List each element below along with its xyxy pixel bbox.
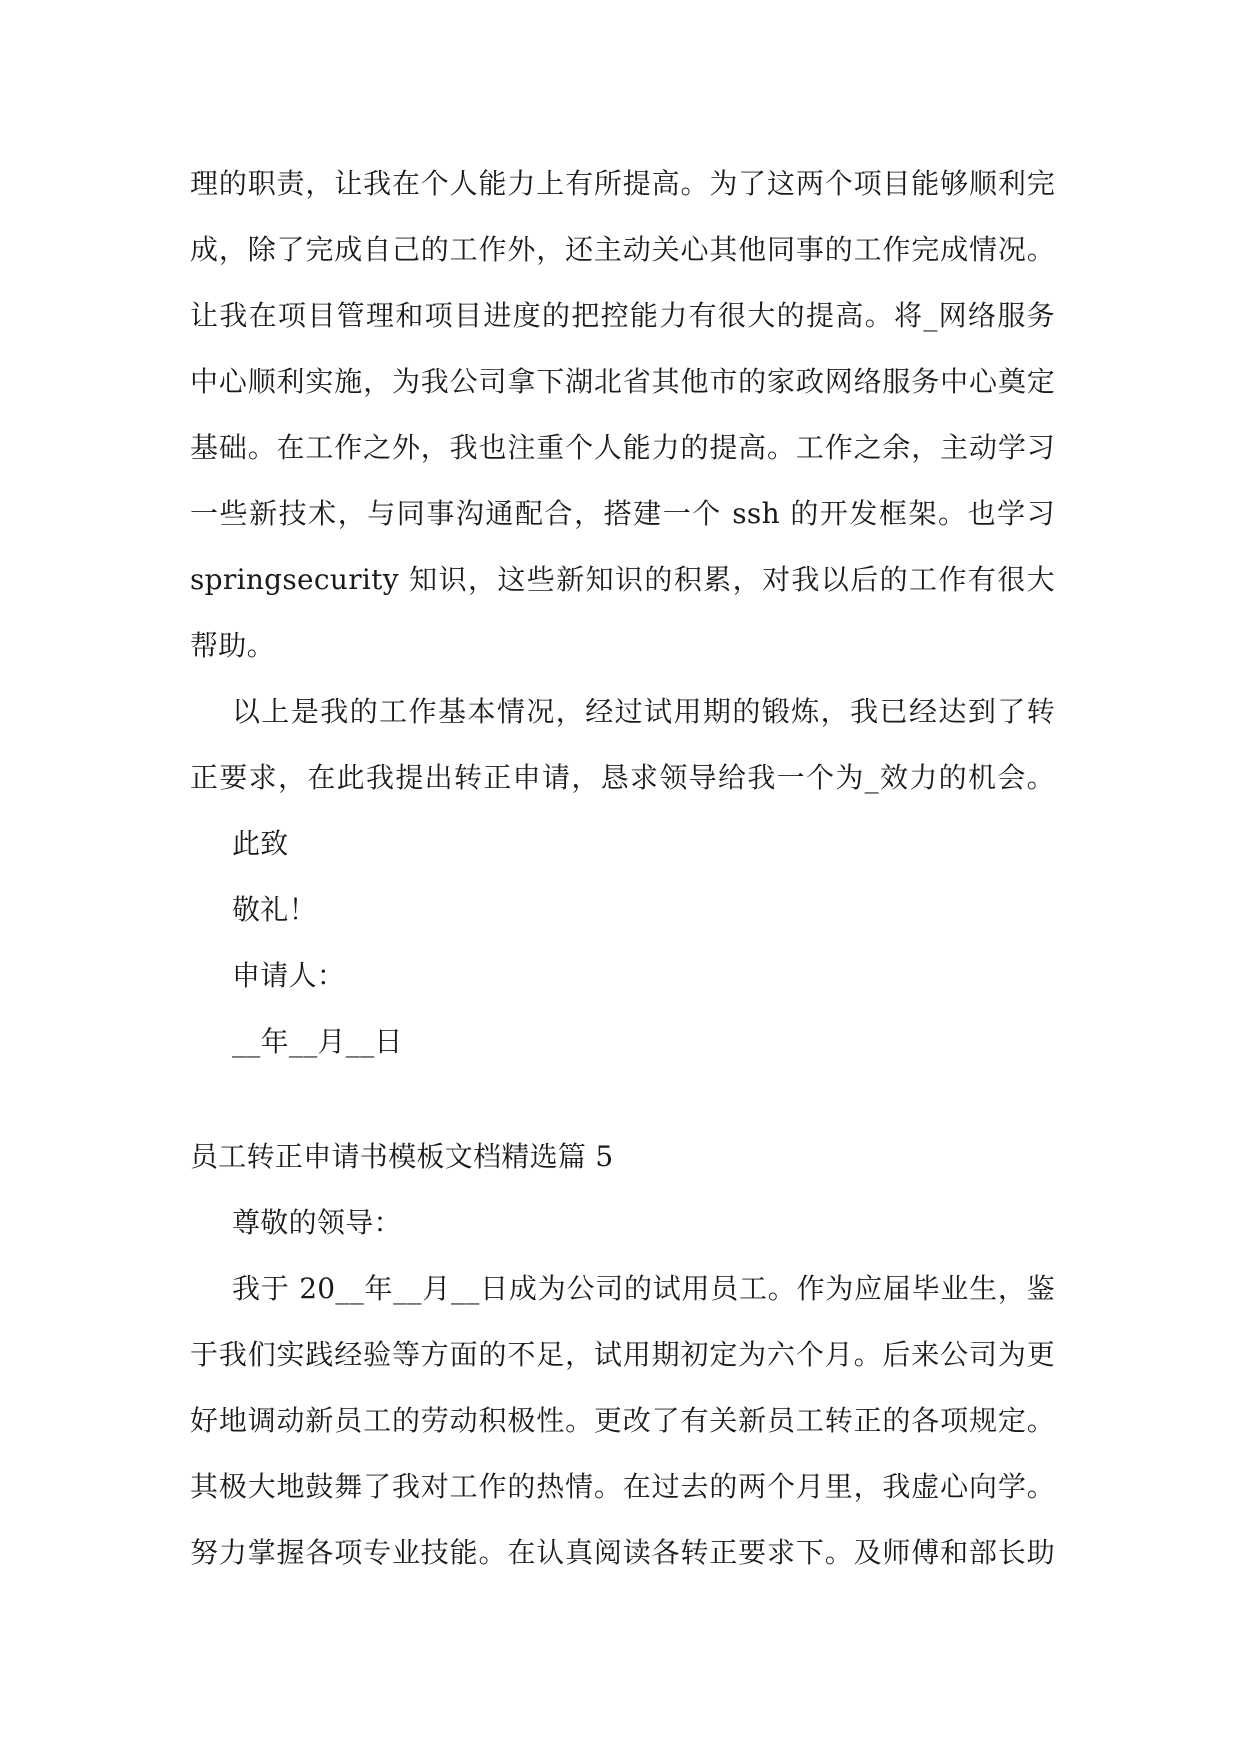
body-line: 努力掌握各项专业技能。在认真阅读各转正要求下。及师傅和部长助: [190, 1536, 1055, 1569]
body-line: 帮助。: [190, 629, 275, 662]
body-line: 以上是我的工作基本情况，经过试用期的锻炼，我已经达到了转: [232, 695, 1055, 728]
section-title: 员工转正申请书模板文档精选篇 5: [190, 1140, 614, 1173]
body-line: 其极大地鼓舞了我对工作的热情。在过去的两个月里，我虚心向学。: [190, 1470, 1055, 1503]
body-line: 让我在项目管理和项目进度的把控能力有很大的提高。将_网络服务: [190, 299, 1055, 332]
date-line: __年__月__日: [232, 1025, 403, 1058]
body-line: 一些新技术，与同事沟通配合，搭建一个 ssh 的开发框架。也学习: [190, 497, 1055, 530]
body-line: 正要求，在此我提出转正申请，恳求领导给我一个为_效力的机会。: [190, 761, 1055, 794]
closing-zhi: 此致: [232, 827, 289, 860]
closing-jingli: 敬礼！: [232, 893, 317, 926]
body-line: 于我们实践经验等方面的不足，试用期初定为六个月。后来公司为更: [190, 1338, 1055, 1371]
body-line: 理的职责，让我在个人能力上有所提高。为了这两个项目能够顺利完: [190, 167, 1055, 200]
body-line: 基础。在工作之外，我也注重个人能力的提高。工作之余，主动学习: [190, 431, 1055, 464]
salutation: 尊敬的领导：: [232, 1206, 402, 1239]
body-line: 中心顺利实施，为我公司拿下湖北省其他市的家政网络服务中心奠定: [190, 365, 1055, 398]
body-line: 我于 20__年__月__日成为公司的试用员工。作为应届毕业生，鉴: [232, 1272, 1055, 1305]
body-line: 成，除了完成自己的工作外，还主动关心其他同事的工作完成情况。: [190, 233, 1055, 266]
body-line: springsecurity 知识，这些新知识的积累，对我以后的工作有很大: [190, 563, 1055, 596]
body-line: 好地调动新员工的劳动积极性。更改了有关新员工转正的各项规定。: [190, 1404, 1055, 1437]
applicant-label: 申请人：: [232, 959, 346, 992]
